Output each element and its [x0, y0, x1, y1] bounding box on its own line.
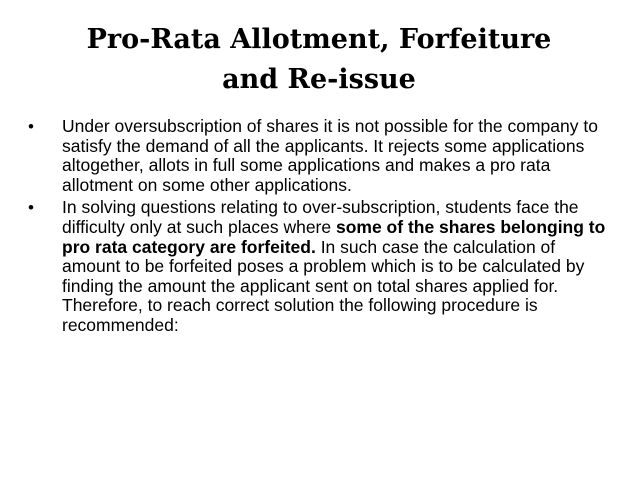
bullet-text-1: Under oversubscription of shares it is not possible for the company to satisfy the demand of all the applicants. It rejects some applications altogether, allots in full some applications and makes a pro rata allotment on some other applications. — [62, 116, 598, 195]
bullet-list — [28, 117, 608, 339]
bullet-icon: • — [28, 198, 34, 218]
bullet-icon: • — [28, 117, 34, 136]
bullet-text-2-before: In solving questions relating to over-subscription, students face the difficulty only at such places where — [62, 197, 579, 237]
bullet-item-2 — [28, 198, 608, 335]
bullet-item-1 — [28, 117, 608, 195]
title-line-2: and Re-issue — [222, 64, 416, 95]
title-line-1: Pro-Rata Allotment, Forfeiture — [86, 24, 552, 55]
bullet-text-2-bold: some of the shares belonging to pro rata category are forfeited. — [62, 216, 606, 257]
bullet-text-2-after: In such case the calculation of amount to be forfeited poses a problem which is to be calculated by finding the amount the applicant sent on total shares applied for. Therefore, to reach correct solution the following procedure is recommended: — [62, 236, 585, 335]
slide-title — [40, 20, 598, 100]
